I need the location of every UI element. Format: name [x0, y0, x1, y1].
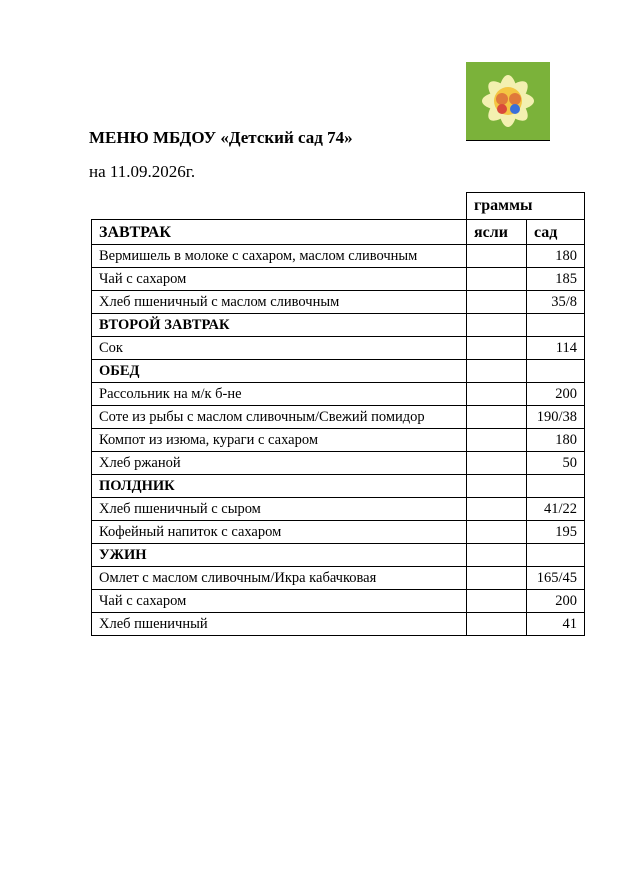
yasli-grams [467, 498, 527, 521]
table-row [92, 590, 585, 613]
section-row [92, 314, 585, 337]
menu-table [91, 192, 585, 636]
sad-grams: 190/38 [527, 406, 585, 429]
dish-name: Соте из рыбы с маслом сливочным/Свежий помидор [92, 406, 467, 429]
table-row [92, 245, 585, 268]
yasli-grams [467, 337, 527, 360]
table-row [92, 498, 585, 521]
dish-name: Чай с сахаром [92, 590, 467, 613]
section-row [92, 544, 585, 567]
section-name: ВТОРОЙ ЗАВТРАК [92, 314, 467, 337]
yasli-grams [467, 613, 527, 636]
grams-header: граммы [467, 193, 585, 220]
yasli-grams [467, 268, 527, 291]
sad-grams: 200 [527, 590, 585, 613]
yasli-grams [467, 245, 527, 268]
yasli-grams [467, 475, 527, 498]
dish-name: Компот из изюма, кураги с сахаром [92, 429, 467, 452]
yasli-grams [467, 383, 527, 406]
column-header-row [92, 220, 585, 245]
sad-grams: 41/22 [527, 498, 585, 521]
sad-grams: 180 [527, 429, 585, 452]
section-header-breakfast: ЗАВТРАК [92, 220, 467, 245]
dish-name: Вермишель в молоке с сахаром, маслом сливочным [92, 245, 467, 268]
kindergarten-flower-logo-icon [466, 62, 550, 140]
sad-grams: 195 [527, 521, 585, 544]
yasli-grams [467, 429, 527, 452]
section-row [92, 475, 585, 498]
section-row [92, 360, 585, 383]
sad-grams [527, 544, 585, 567]
page-title: МЕНЮ МБДОУ «Детский сад 74» [89, 128, 353, 147]
yasli-grams [467, 406, 527, 429]
sad-grams: 41 [527, 613, 585, 636]
dish-name: Хлеб ржаной [92, 452, 467, 475]
sad-grams: 185 [527, 268, 585, 291]
sad-grams [527, 475, 585, 498]
dish-name: Чай с сахаром [92, 268, 467, 291]
col-sad-header: сад [527, 220, 585, 245]
yasli-grams [467, 590, 527, 613]
yasli-grams [467, 544, 527, 567]
table-row [92, 383, 585, 406]
section-name: УЖИН [92, 544, 467, 567]
sad-grams [527, 314, 585, 337]
sad-grams: 165/45 [527, 567, 585, 590]
dish-name: Хлеб пшеничный [92, 613, 467, 636]
dish-name: Омлет с маслом сливочным/Икра кабачковая [92, 567, 467, 590]
table-row [92, 268, 585, 291]
table-row [92, 567, 585, 590]
yasli-grams [467, 291, 527, 314]
section-name: ПОЛДНИК [92, 475, 467, 498]
grams-header-row [92, 193, 585, 220]
sad-grams: 50 [527, 452, 585, 475]
sad-grams: 180 [527, 245, 585, 268]
section-name: ОБЕД [92, 360, 467, 383]
yasli-grams [467, 452, 527, 475]
yasli-grams [467, 360, 527, 383]
table-row [92, 406, 585, 429]
table-row [92, 613, 585, 636]
sad-grams [527, 360, 585, 383]
dish-name: Хлеб пшеничный с маслом сливочным [92, 291, 467, 314]
table-row [92, 291, 585, 314]
kindergarten-logo [466, 62, 550, 141]
sad-grams: 200 [527, 383, 585, 406]
table-row [92, 429, 585, 452]
sad-grams: 35/8 [527, 291, 585, 314]
table-row [92, 452, 585, 475]
sad-grams: 114 [527, 337, 585, 360]
yasli-grams [467, 521, 527, 544]
table-row [92, 337, 585, 360]
dish-name: Кофейный напиток с сахаром [92, 521, 467, 544]
yasli-grams [467, 567, 527, 590]
yasli-grams [467, 314, 527, 337]
dish-name: Сок [92, 337, 467, 360]
menu-date: на 11.09.2026г. [89, 162, 196, 181]
dish-name: Хлеб пшеничный с сыром [92, 498, 467, 521]
dish-name: Рассольник на м/к б-не [92, 383, 467, 406]
table-row [92, 521, 585, 544]
col-yasli-header: ясли [467, 220, 527, 245]
